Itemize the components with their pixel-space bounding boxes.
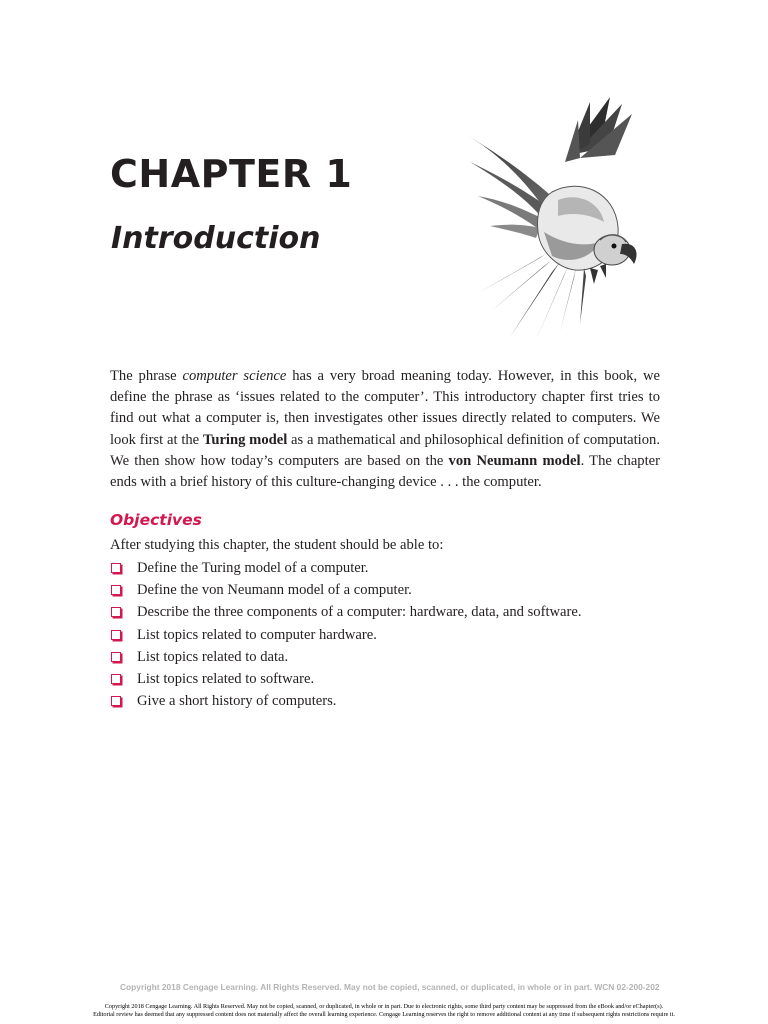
copyright-notice-line-2: Editorial review has deemed that any suppressed content does not materially affect the overall learning experience. Cengage Learning reserves the right to remove additional content at any time if subsequent rights restrictions require it. — [93, 1011, 675, 1019]
objective-text: Describe the three components of a computer: hardware, data, and software. — [137, 604, 582, 621]
copyright-notice — [20, 1003, 748, 1020]
checkbox-bullet-icon — [111, 652, 121, 662]
objectives-heading: Objectives — [110, 511, 202, 529]
objective-item — [110, 646, 582, 668]
objective-text: Define the Turing model of a computer. — [137, 560, 369, 576]
intro-text-1: The phrase — [110, 368, 183, 384]
objective-item — [110, 601, 582, 623]
intro-term-von-neumann-model: von Neumann model — [448, 452, 581, 469]
checkbox-bullet-icon — [111, 696, 121, 706]
parrot-illustration-icon — [440, 92, 645, 347]
checkbox-bullet-icon — [111, 563, 121, 573]
checkbox-bullet-icon — [111, 585, 121, 595]
intro-term-computer-science: computer science — [182, 368, 287, 384]
copyright-watermark: Copyright 2018 Cengage Learning. All Rights Reserved. May not be copied, scanned, or duplicated, in whole or in part. WCN 02-200-202 — [120, 982, 660, 992]
objective-text: List topics related to data. — [137, 648, 289, 665]
chapter-label: CHAPTER 1 — [110, 152, 353, 196]
objective-text: Give a short history of computers. — [137, 693, 337, 710]
intro-text-4: . The chapter ends with a brief history of this culture-changing device . . . the computer. — [110, 452, 660, 491]
objective-item — [110, 579, 582, 601]
checkbox-bullet-icon — [111, 630, 121, 640]
checkbox-bullet-icon — [111, 607, 121, 617]
objective-item — [110, 557, 582, 579]
objective-item — [110, 690, 582, 712]
objectives-list — [110, 557, 582, 712]
objective-item — [110, 624, 582, 646]
objective-text: Define the von Neumann model of a computer. — [137, 582, 412, 599]
intro-text-3: as a mathematical and philosophical definition of computation. We then show how today’s computers are based on the — [110, 431, 660, 469]
objectives-lead: After studying this chapter, the student should be able to: — [110, 537, 444, 553]
intro-paragraph — [110, 366, 660, 493]
objective-text: List topics related to software. — [137, 671, 315, 688]
objective-item — [110, 668, 582, 690]
chapter-title: Introduction — [111, 221, 321, 256]
intro-term-turing-model: Turing model — [202, 431, 288, 448]
objective-text: List topics related to computer hardware. — [137, 626, 377, 643]
copyright-notice-line-1: Copyright 2018 Cengage Learning. All Rights Reserved. May not be copied, scanned, or duplicated, in whole or in part. Due to electronic rights, some third party content may be suppressed from the eBook and/or eChapter(s). — [104, 1003, 664, 1010]
checkbox-bullet-icon — [111, 674, 121, 684]
intro-text-2: has a very broad meaning today. However, in this book, we define the phrase as ‘issues related to the computer’. This introductory chapter first tries to find out what a computer is, then investigates other issues directly related to computers. We look first at the — [110, 368, 660, 448]
